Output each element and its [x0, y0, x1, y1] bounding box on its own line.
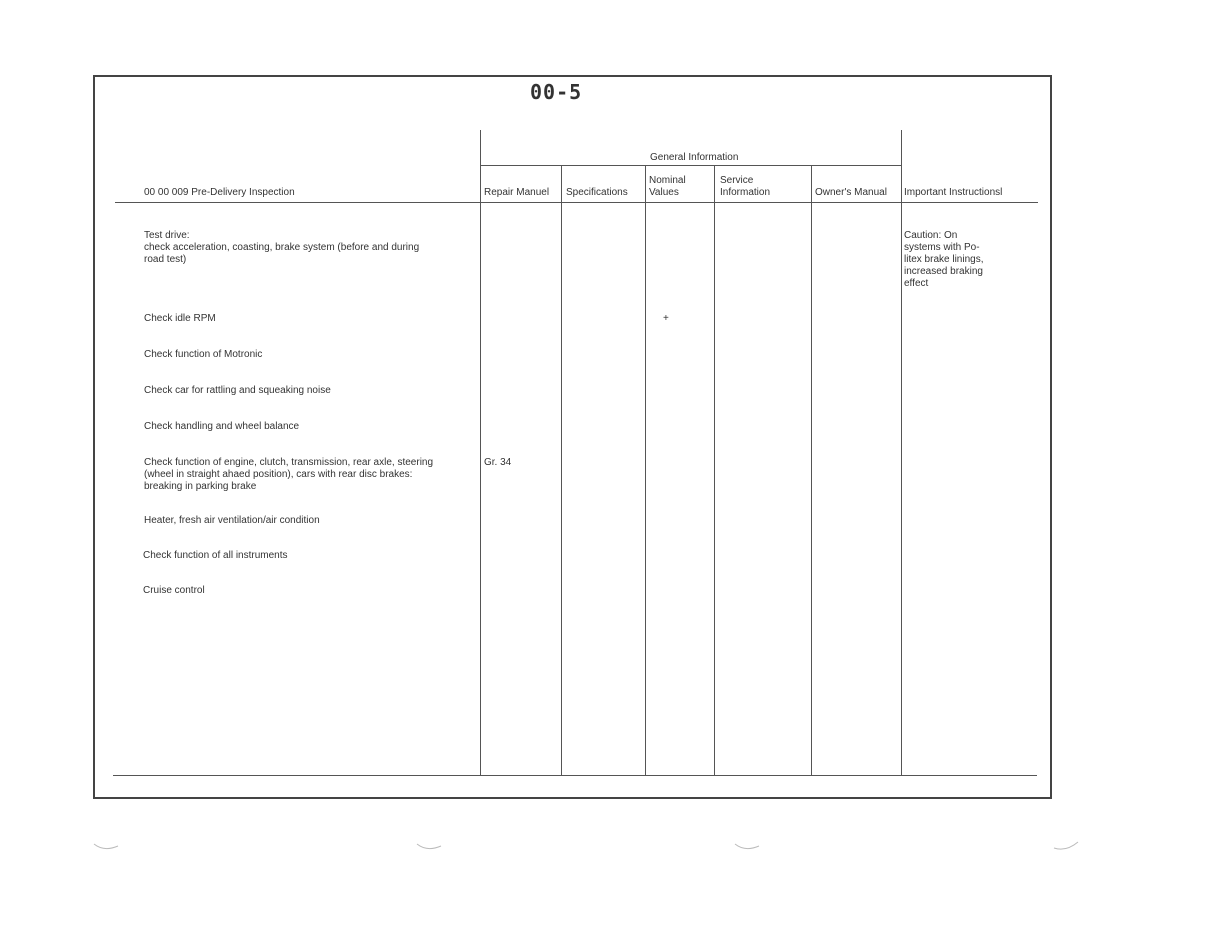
row-engine-line3: breaking in parking brake [144, 481, 257, 492]
page-number: 00-5 [530, 80, 583, 104]
row-handling: Check handling and wheel balance [144, 421, 300, 432]
important-note [904, 230, 994, 290]
row-idle-rpm-nominal-mark: + [663, 313, 669, 324]
col-divider-service [714, 165, 715, 776]
col-header-important: Important Instructionsl [904, 187, 1003, 198]
col-header-repair-manual: Repair Manuel [484, 187, 550, 198]
col-divider-repair [480, 130, 481, 776]
scan-mark-3 [733, 840, 763, 854]
important-note-line3: litex brake linings, [904, 254, 984, 265]
important-note-line1: Caution: On [904, 230, 958, 241]
group-title: General Information [650, 152, 739, 163]
row-engine-line2: (wheel in straight ahaed position), cars with rear disc brakes: [144, 469, 413, 480]
row-motronic: Check function of Motronic [144, 349, 263, 360]
row-test-drive-line2: check acceleration, coasting, brake system (before and during [144, 242, 420, 253]
section-title: 00 00 009 Pre-Delivery Inspection [144, 187, 295, 198]
row-engine-repair-ref: Gr. 34 [484, 457, 512, 468]
important-note-line2: systems with Po- [904, 242, 980, 253]
scan-mark-4 [1052, 840, 1082, 854]
table-bottom-rule [113, 775, 1037, 776]
col-header-service-line1: Service [720, 175, 754, 186]
col-header-nominal-line1: Nominal [649, 175, 686, 186]
col-divider-owners [811, 165, 812, 776]
header-rule [115, 202, 1038, 203]
row-engine-line1: Check function of engine, clutch, transmission, rear axle, steering [144, 457, 434, 468]
col-header-specifications: Specifications [566, 187, 628, 198]
important-note-line5: effect [904, 278, 929, 289]
col-header-nominal-line2: Values [649, 187, 679, 198]
row-cruise: Cruise control [143, 585, 205, 596]
col-divider-specs [561, 165, 562, 776]
scan-mark-1 [92, 840, 122, 854]
scan-mark-2 [415, 840, 445, 854]
row-engine [144, 457, 433, 493]
row-idle-rpm: Check idle RPM [144, 313, 216, 324]
important-note-line4: increased braking [904, 266, 983, 277]
col-divider-important [901, 130, 902, 776]
col-header-nominal-values [649, 175, 686, 199]
col-header-service-information [720, 175, 770, 199]
row-test-drive-line1: Test drive: [144, 230, 190, 241]
row-instruments: Check function of all instruments [143, 550, 288, 561]
col-header-owners-manual: Owner's Manual [815, 187, 887, 198]
row-rattling: Check car for rattling and squeaking noise [144, 385, 331, 396]
group-header-rule [480, 165, 902, 166]
row-test-drive [144, 230, 419, 266]
page-frame [93, 75, 1052, 799]
row-heater: Heater, fresh air ventilation/air condition [144, 515, 320, 526]
col-divider-nominal [645, 165, 646, 776]
row-test-drive-line3: road test) [144, 254, 187, 265]
col-header-service-line2: Information [720, 187, 771, 198]
